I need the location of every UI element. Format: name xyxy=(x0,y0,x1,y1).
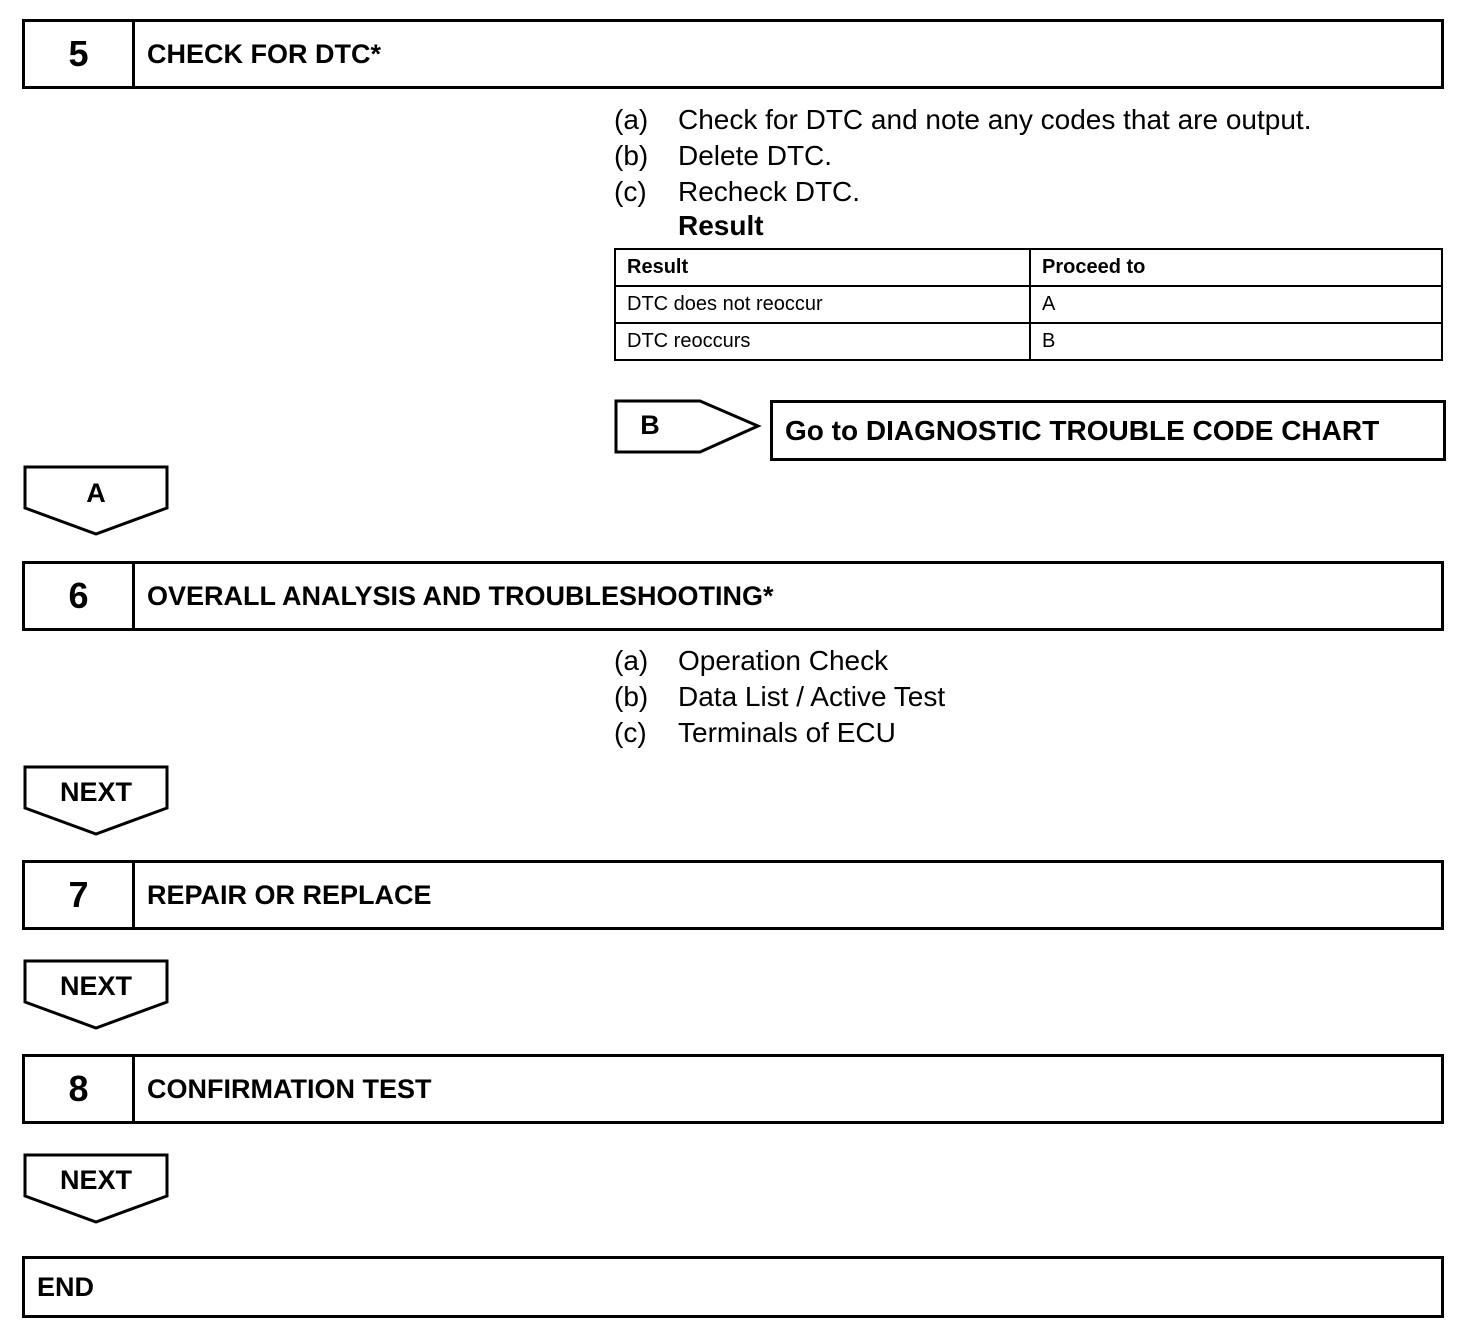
branch-b-label: B xyxy=(640,410,660,440)
instruction-letter: (c) xyxy=(614,717,647,748)
instruction-text: Check for DTC and note any codes that are output. xyxy=(678,104,1312,135)
table-row xyxy=(615,286,1442,323)
instruction-text: Recheck DTC. xyxy=(678,176,861,207)
step-title: REPAIR OR REPLACE xyxy=(147,879,432,910)
table-cell: A xyxy=(1030,286,1442,323)
instruction-item xyxy=(614,715,945,751)
instruction-letter: (b) xyxy=(614,681,649,712)
instruction-text: Data List / Active Test xyxy=(678,681,946,712)
result-table xyxy=(614,248,1443,361)
step-number: 8 xyxy=(25,1057,135,1121)
table-cell: DTC does not reoccur xyxy=(615,286,1030,323)
table-row xyxy=(615,323,1442,360)
instruction-item xyxy=(614,138,1311,174)
step-title: OVERALL ANALYSIS AND TROUBLESHOOTING* xyxy=(147,580,774,611)
next-label: NEXT xyxy=(59,777,132,807)
instruction-item xyxy=(614,679,945,715)
instruction-letter: (b) xyxy=(614,140,649,171)
instruction-text: Delete DTC. xyxy=(678,140,833,171)
step-number: 6 xyxy=(25,564,135,628)
step-6-header xyxy=(22,561,1444,631)
goto-dtc-chart-box: Go to DIAGNOSTIC TROUBLE CODE CHART xyxy=(770,400,1446,461)
end-box: END xyxy=(22,1256,1444,1318)
table-cell: B xyxy=(1030,323,1442,360)
step-7-header xyxy=(22,860,1444,930)
result-heading: Result xyxy=(678,210,764,241)
table-header-row xyxy=(615,249,1442,286)
step-5-header xyxy=(22,19,1444,89)
instruction-text: Terminals of ECU xyxy=(678,717,896,748)
branch-a-label: A xyxy=(86,478,106,508)
instruction-letter: (a) xyxy=(614,645,649,676)
next-label: NEXT xyxy=(59,1165,132,1195)
table-header-cell: Result xyxy=(615,249,1030,286)
step-5-instructions xyxy=(614,102,1311,210)
instruction-text: Operation Check xyxy=(678,645,889,676)
instruction-item xyxy=(614,643,945,679)
step-number: 5 xyxy=(25,22,135,86)
step-title: CHECK FOR DTC* xyxy=(147,38,381,69)
table-header-cell: Proceed to xyxy=(1030,249,1442,286)
instruction-item xyxy=(614,174,1311,210)
step-number: 7 xyxy=(25,863,135,927)
instruction-item xyxy=(614,102,1311,138)
step-8-header xyxy=(22,1054,1444,1124)
step-6-instructions xyxy=(614,643,945,751)
step-title: CONFIRMATION TEST xyxy=(147,1073,432,1104)
instruction-letter: (c) xyxy=(614,176,647,207)
instruction-letter: (a) xyxy=(614,104,649,135)
table-cell: DTC reoccurs xyxy=(615,323,1030,360)
next-label: NEXT xyxy=(59,971,132,1001)
